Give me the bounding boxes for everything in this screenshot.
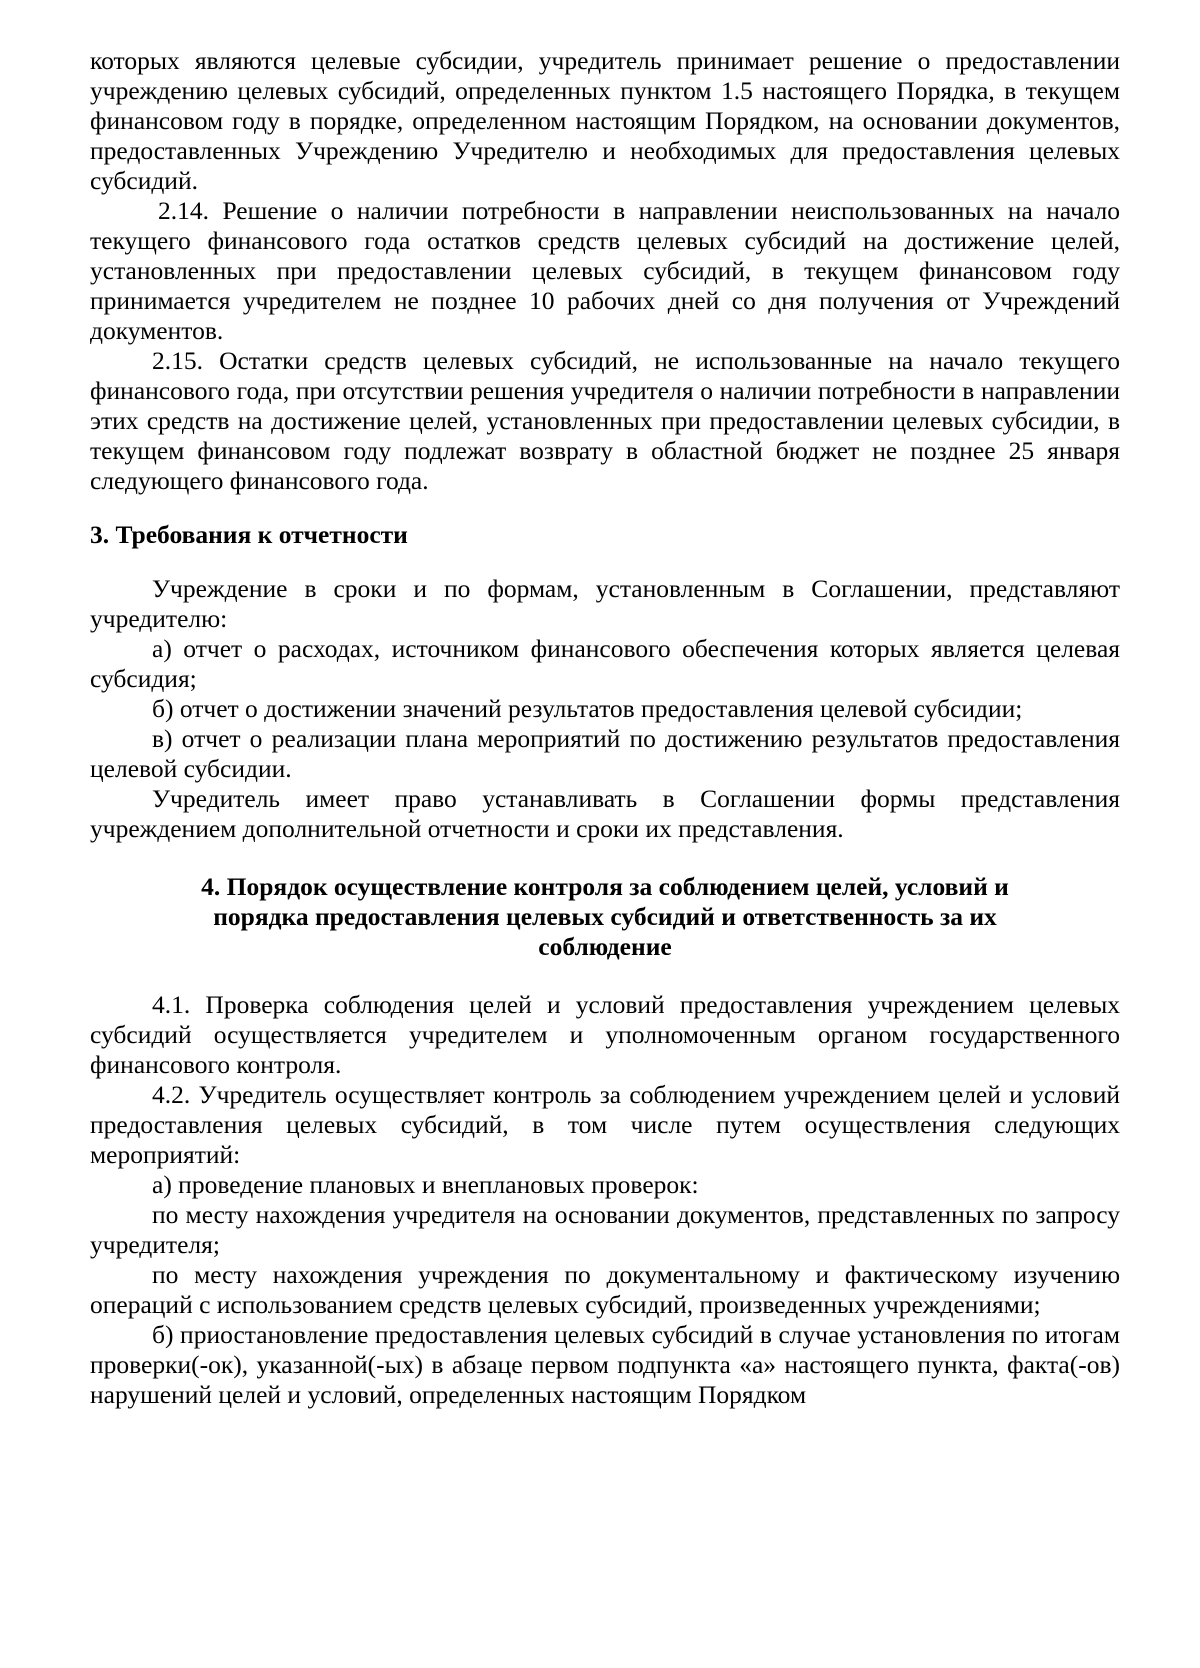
- paragraph-2-14: 2.14. Решение о наличии потребности в направлении неиспользованных на начало текущего финансового года остатков средств целевых субсидий на достижение целей, установленных при предоставлении целевых субсидий, в текущем финансовом году принимается учредителем не позднее 10 рабочих дней со дня получения от Учреждений документов.: [90, 196, 1120, 345]
- section-3-item-c: в) отчет о реализации плана мероприятий по достижению результатов предоставления целевой субсидии.: [90, 724, 1120, 783]
- section-4-heading: [90, 872, 1120, 962]
- section-3-item-b: б) отчет о достижении значений результатов предоставления целевой субсидии;: [152, 694, 1023, 723]
- section-3-heading: 3. Требования к отчетности: [90, 520, 408, 549]
- paragraph-4-2: 4.2. Учредитель осуществляет контроль за соблюдением учреждением целей и условий предоставления целевых субсидий, в том числе путем осуществления следующих мероприятий:: [90, 1080, 1120, 1169]
- paragraph-4-2-a: а) проведение плановых и внеплановых проверок:: [152, 1170, 699, 1199]
- paragraph-4-2-a-1: по месту нахождения учредителя на основании документов, представленных по запросу учредителя;: [90, 1200, 1120, 1259]
- paragraph-4-2-b: б) приостановление предоставления целевых субсидий в случае установления по итогам проверки(-ок), указанной(-ых) в абзаце первом подпункта «а» настоящего пункта, факта(-ов) нарушений целей и условий, определенных настоящим Порядком: [90, 1320, 1120, 1409]
- section-3-intro: Учреждение в сроки и по формам, установленным в Соглашении, представляют учредителю:: [90, 574, 1120, 633]
- paragraph-continuation: которых являются целевые субсидии, учредитель принимает решение о предоставлении учреждению целевых субсидий, определенных пунктом 1.5 настоящего Порядка, в текущем финансовом году в порядке, определенном настоящим Порядком, на основании документов, предоставленных Учреждению Учредителю и необходимых для предоставления целевых субсидий.: [90, 46, 1120, 195]
- section-3-closing: Учредитель имеет право устанавливать в Соглашении формы представления учреждением дополнительной отчетности и сроки их представления.: [90, 784, 1120, 843]
- paragraph-4-1: 4.1. Проверка соблюдения целей и условий предоставления учреждением целевых субсидий осуществляется учредителем и уполномоченным органом государственного финансового контроля.: [90, 990, 1120, 1079]
- section-3-item-a: а) отчет о расходах, источником финансового обеспечения которых является целевая субсидия;: [90, 634, 1120, 693]
- paragraph-4-2-a-2: по месту нахождения учреждения по документальному и фактическому изучению операций с использованием средств целевых субсидий, произведенных учреждениями;: [90, 1260, 1120, 1319]
- section-4-heading-line-2: порядка предоставления целевых субсидий и ответственность за их: [213, 902, 997, 931]
- document-page: [90, 46, 1120, 1410]
- paragraph-2-15: 2.15. Остатки средств целевых субсидий, не использованные на начало текущего финансового года, при отсутствии решения учредителя о наличии потребности в направлении этих средств на достижение целей, установленных при предоставлении целевых субсидии, в текущем финансовом году подлежат возврату в областной бюджет не позднее 25 января следующего финансового года.: [90, 346, 1120, 495]
- section-4-heading-line-1: 4. Порядок осуществление контроля за соблюдением целей, условий и: [201, 872, 1009, 901]
- section-4-heading-line-3: соблюдение: [538, 932, 672, 961]
